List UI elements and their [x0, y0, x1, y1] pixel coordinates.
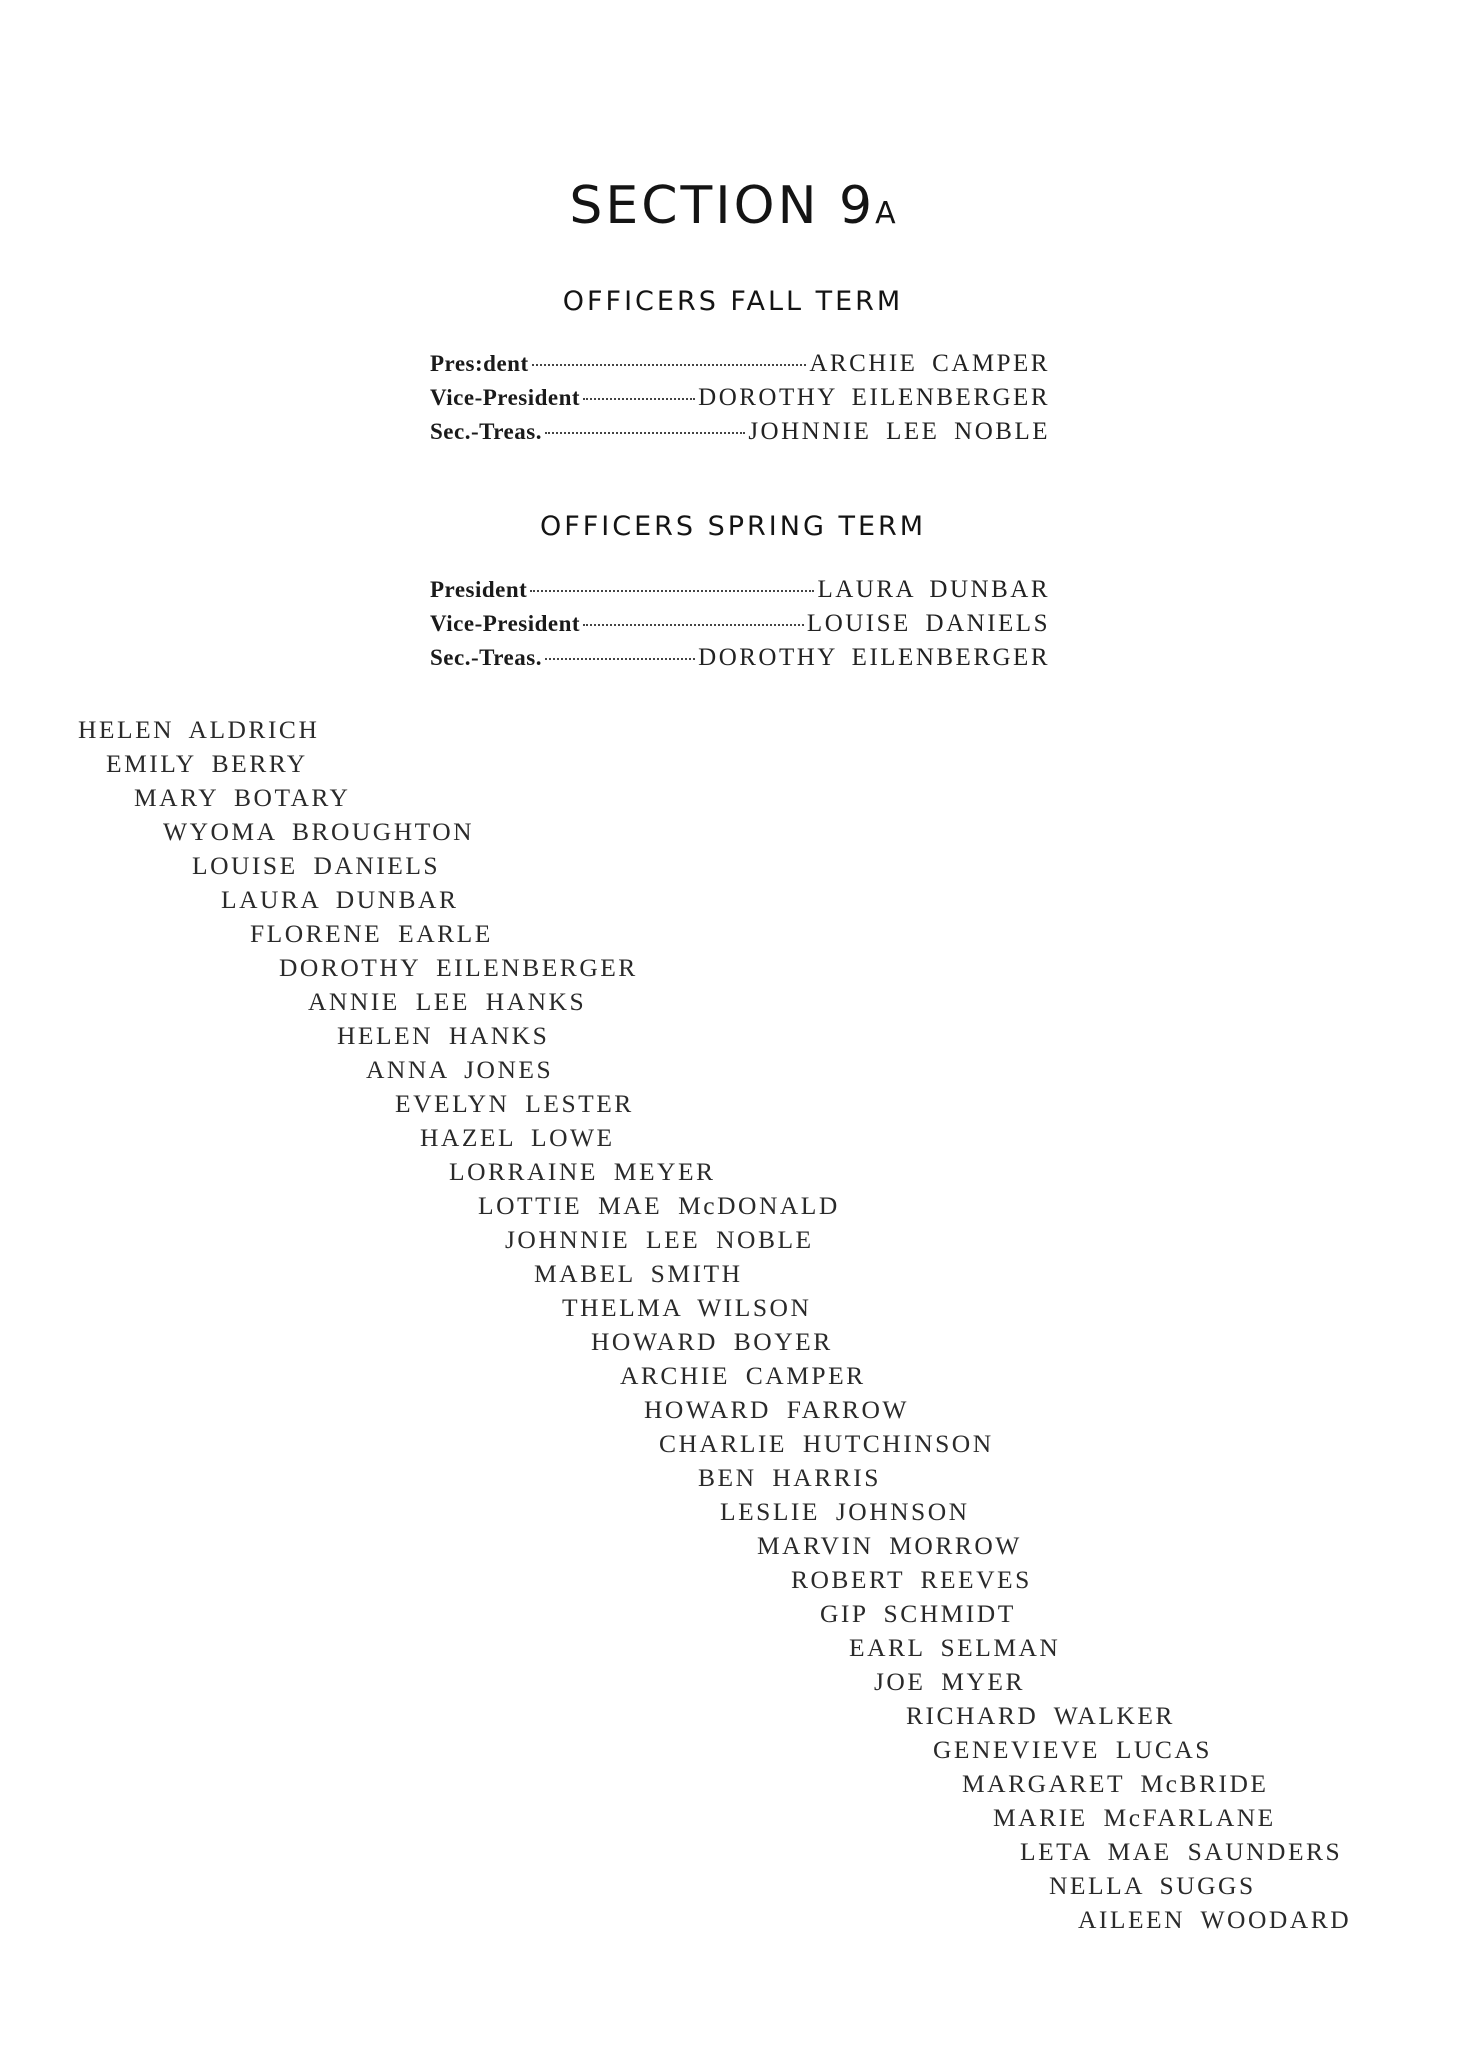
member-name: MARY BOTARY	[134, 783, 351, 812]
officer-name: DOROTHY EILENBERGER	[698, 384, 1050, 411]
member-name: EVELYN LESTER	[395, 1089, 634, 1118]
member-name: DOROTHY EILENBERGER	[279, 953, 638, 982]
member-name: LETA MAE SAUNDERS	[1020, 1837, 1343, 1866]
member-name: THELMA WILSON	[562, 1293, 812, 1322]
member-name: GIP SCHMIDT	[820, 1599, 1016, 1628]
member-name: MABEL SMITH	[534, 1259, 743, 1288]
member-name: LORRAINE MEYER	[449, 1157, 716, 1186]
member-name: HOWARD FARROW	[644, 1395, 909, 1424]
member-name: MARVIN MORROW	[757, 1531, 1022, 1560]
member-name: ROBERT REEVES	[791, 1565, 1032, 1594]
officer-name: ARCHIE CAMPER	[809, 350, 1050, 377]
member-name: NELLA SUGGS	[1049, 1871, 1256, 1900]
officer-role: Pres:dent	[430, 351, 529, 376]
member-name: HAZEL LOWE	[420, 1123, 615, 1152]
spring-term-heading: OFFICERS SPRING TERM	[539, 511, 927, 542]
member-name: RICHARD WALKER	[906, 1701, 1175, 1730]
member-name: HOWARD BOYER	[591, 1327, 833, 1356]
member-name: EARL SELMAN	[849, 1633, 1061, 1662]
section-title-main: SECTION 9	[569, 176, 876, 236]
member-name: HELEN HANKS	[337, 1021, 550, 1050]
officer-role: Vice-President	[430, 385, 581, 410]
member-name: FLORENE EARLE	[250, 919, 493, 948]
member-name: LOUISE DANIELS	[192, 851, 441, 880]
member-name: ARCHIE CAMPER	[620, 1361, 866, 1390]
member-name: JOHNNIE LEE NOBLE	[505, 1225, 814, 1254]
member-name: LOTTIE MAE McDONALD	[478, 1191, 840, 1220]
member-name: JOE MYER	[874, 1667, 1025, 1696]
member-name: AILEEN WOODARD	[1078, 1905, 1352, 1934]
member-name: HELEN ALDRICH	[78, 715, 320, 744]
member-name: ANNA JONES	[366, 1055, 554, 1084]
officer-role: Sec.-Treas.	[430, 645, 542, 670]
member-name: WYOMA BROUGHTON	[163, 817, 475, 846]
member-name: GENEVIEVE LUCAS	[933, 1735, 1212, 1764]
officer-role: Sec.-Treas.	[430, 419, 542, 444]
officer-name: DOROTHY EILENBERGER	[698, 644, 1050, 671]
officer-role: President	[430, 577, 528, 602]
officer-role: Vice-President	[430, 611, 581, 636]
fall-term-heading: OFFICERS FALL TERM	[562, 286, 904, 317]
member-name: EMILY BERRY	[106, 749, 308, 778]
member-name: LAURA DUNBAR	[221, 885, 459, 914]
member-name: ANNIE LEE HANKS	[308, 987, 587, 1016]
officer-name: LOUISE DANIELS	[806, 610, 1050, 637]
member-name: MARGARET McBRIDE	[962, 1769, 1269, 1798]
member-name: CHARLIE HUTCHINSON	[659, 1429, 994, 1458]
officer-name: JOHNNIE LEE NOBLE	[748, 418, 1050, 445]
officer-name: LAURA DUNBAR	[817, 576, 1050, 603]
member-name: MARIE McFARLANE	[993, 1803, 1276, 1832]
section-title-suffix: A	[875, 196, 897, 231]
member-name: BEN HARRIS	[698, 1463, 881, 1492]
member-name: LESLIE JOHNSON	[720, 1497, 970, 1526]
